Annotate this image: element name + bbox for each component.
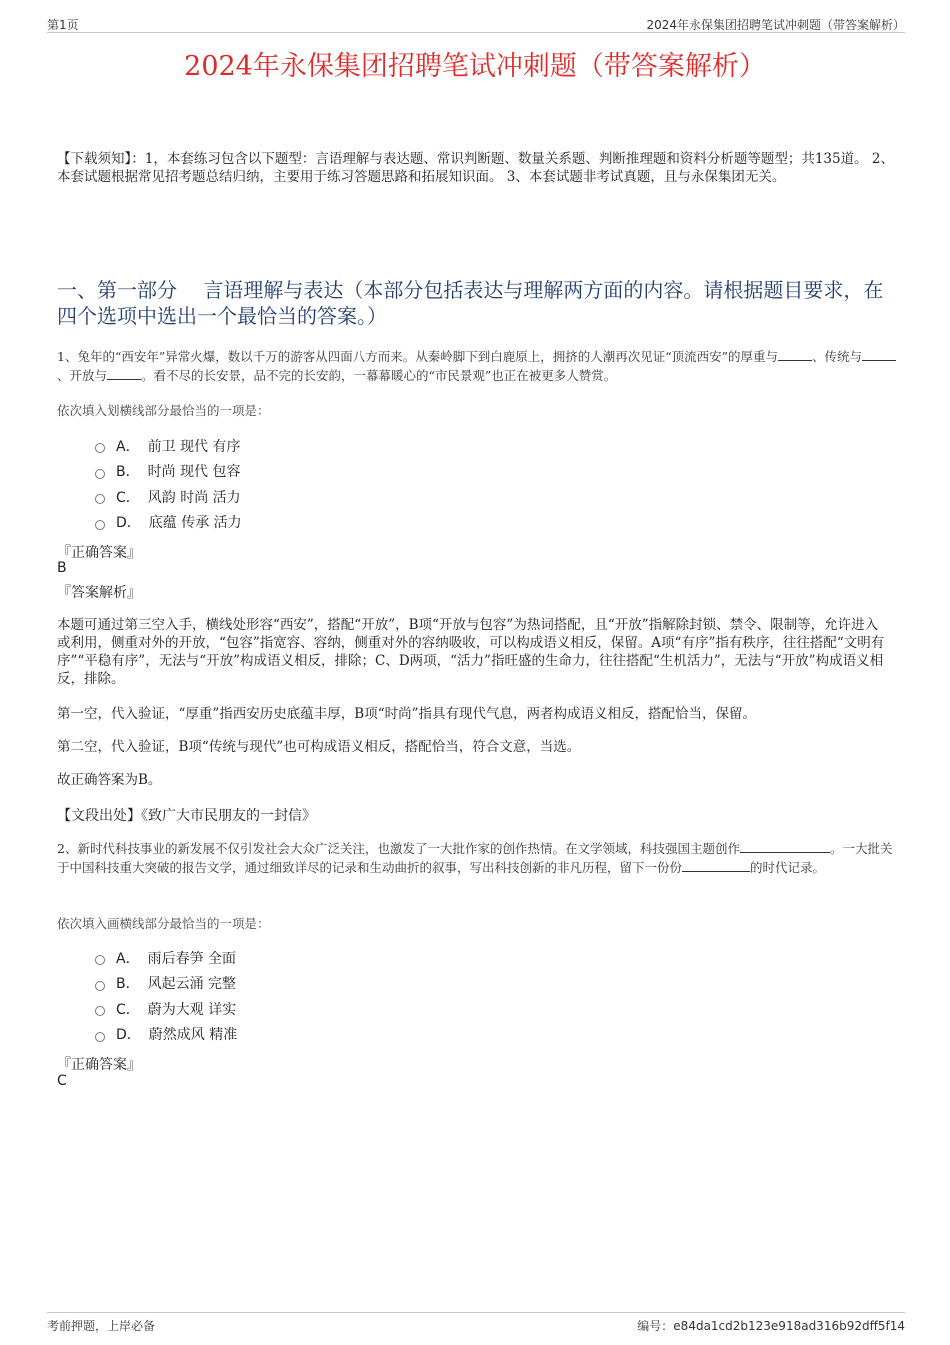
- option-letter: B．: [116, 976, 140, 993]
- option-text: 前卫 现代 有序: [147, 438, 241, 455]
- radio-icon[interactable]: [95, 494, 105, 504]
- blank-line: [740, 840, 830, 853]
- option-letter: C．: [116, 1001, 140, 1018]
- option-text: 蔚然成风 精准: [148, 1027, 238, 1044]
- blank-line: [778, 348, 812, 361]
- option-text: 底蕴 传承 活力: [148, 515, 242, 532]
- option-letter: A．: [116, 950, 140, 967]
- option-c[interactable]: [95, 996, 237, 1022]
- option-letter: D．: [116, 1027, 141, 1044]
- source-citation: 【文段出处】《致广大市民朋友的一封信》: [57, 808, 316, 824]
- radio-icon[interactable]: [95, 1006, 105, 1016]
- header-doc-title: 2024年永保集团招聘笔试冲刺题（带答案解析）: [646, 18, 905, 32]
- option-c[interactable]: [95, 484, 242, 510]
- answer-label: 『正确答案』: [57, 545, 141, 561]
- question-2-text: [57, 839, 899, 877]
- analysis-paragraph: [57, 616, 887, 688]
- question-1-prompt: 依次填入划横线部分最恰当的一项是：: [57, 403, 270, 418]
- analysis-paragraph: [57, 771, 887, 789]
- answer-label: 『正确答案』: [57, 1057, 141, 1073]
- blank-line: [107, 367, 141, 380]
- blank-line: [682, 859, 750, 872]
- question-1-options: [95, 433, 242, 535]
- question-1-text-part: 、传统与: [812, 349, 863, 364]
- analysis-text: 第二空，代入验证，B项“传统与现代”也可构成语义相反，搭配恰当，符合文意，当选。: [57, 739, 581, 755]
- question-1-text-part: 1、兔年的“西安年”异常火爆，数以千万的游客从四面八方而来。从秦岭脚下到白鹿原上，拥挤的人潮再次见证“顶流西安”的厚重与: [57, 349, 779, 364]
- section-heading: 一、第一部分 言语理解与表达（本部分包括表达与理解两方面的内容。请根据题目要求，在四个选项中选出一个最恰当的答案。）: [57, 278, 884, 328]
- question-1-text-part: 、开放与: [57, 368, 108, 383]
- page-footer: [47, 1312, 905, 1333]
- option-a[interactable]: [95, 433, 242, 459]
- analysis-paragraph: [57, 705, 887, 723]
- radio-icon[interactable]: [95, 443, 105, 453]
- analysis-text: 故正确答案为B。: [57, 772, 162, 788]
- option-text: 时尚 现代 包容: [147, 464, 241, 481]
- option-text: 风韵 时尚 活力: [147, 489, 241, 506]
- option-letter: C．: [116, 489, 140, 506]
- analysis-paragraph: [57, 738, 887, 756]
- question-2-text-part: 。一大批关于中国科技重大突破的报告文学，通过细致详尽的记录和生动曲折的叙事，写出科技创新的非凡历程，留下一份份: [57, 841, 893, 875]
- question-2-prompt: 依次填入画横线部分最恰当的一项是：: [57, 916, 270, 931]
- page-number-label: 第1页: [47, 18, 79, 32]
- option-a[interactable]: [95, 945, 237, 971]
- blank-line: [862, 348, 896, 361]
- download-notice: 【下载须知】：1，本套练习包含以下题型：言语理解与表达题、常识判断题、数量关系题、判断推理题和资料分析题等题型；共135道。 2、本套试题根据常见招考题总结归纳，主要用于练习答题思路和拓展知识面。 3、本套试题非考试真题，且与永保集团无关。: [57, 151, 894, 185]
- radio-icon[interactable]: [95, 469, 105, 479]
- question-1-text-part: 。看不尽的长安景，品不完的长安韵，一幕幕暖心的“市民景观”也正在被更多人赞赏。: [141, 368, 617, 383]
- footer-slogan: 考前押题，上岸必备: [47, 1319, 156, 1333]
- radio-icon[interactable]: [95, 520, 105, 530]
- option-letter: D．: [116, 515, 141, 532]
- option-d[interactable]: [95, 1022, 237, 1048]
- analysis-label: 『答案解析』: [57, 585, 141, 601]
- question-2-text-part: 的时代记录。: [750, 860, 826, 875]
- option-text: 雨后春笋 全面: [147, 950, 237, 967]
- footer-doc-id: 编号：e84da1cd2b123e918ad316b92dff5f14: [637, 1319, 905, 1333]
- document-title: 2024年永保集团招聘笔试冲刺题（带答案解析）: [184, 51, 766, 82]
- question-1-text: [57, 347, 899, 385]
- option-text: 蔚为大观 详实: [147, 1001, 237, 1018]
- option-text: 风起云涌 完整: [147, 976, 237, 993]
- option-letter: A．: [116, 438, 140, 455]
- radio-icon[interactable]: [95, 1032, 105, 1042]
- analysis-text: 第一空，代入验证，“厚重”指西安历史底蕴丰厚，B项“时尚”指具有现代气息，两者构成语义相反，搭配恰当，保留。: [57, 706, 757, 722]
- answer-value: C: [57, 1073, 67, 1089]
- radio-icon[interactable]: [95, 955, 105, 965]
- page-header: [47, 14, 905, 33]
- option-b[interactable]: [95, 459, 242, 485]
- question-2-text-part: 2、新时代科技事业的新发展不仅引发社会大众广泛关注，也激发了一大批作家的创作热情。在文学领域，科技强国主题创作: [57, 841, 740, 856]
- question-2-options: [95, 945, 237, 1047]
- analysis-text: 本题可通过第三空入手，横线处形容“西安”，搭配“开放”，B项“开放与包容”为热词搭配，且“开放”指解除封锁、禁令、限制等，允许进入或利用，侧重对外的开放，“包容”指宽容、容纳，侧重对外的容纳吸收，可以构成语义相反，保留。A项“有序”指有秩序，往往搭配“文明有序”“平稳有序”，无法与“开放”构成语义相反，排除；C、D两项，“活力”指旺盛的生命力，往往搭配“生机活力”，无法与“开放”构成语义相反，排除。: [57, 617, 885, 687]
- radio-icon[interactable]: [95, 981, 105, 991]
- option-b[interactable]: [95, 971, 237, 997]
- answer-value: B: [57, 560, 67, 576]
- option-d[interactable]: [95, 510, 242, 536]
- option-letter: B．: [116, 464, 140, 481]
